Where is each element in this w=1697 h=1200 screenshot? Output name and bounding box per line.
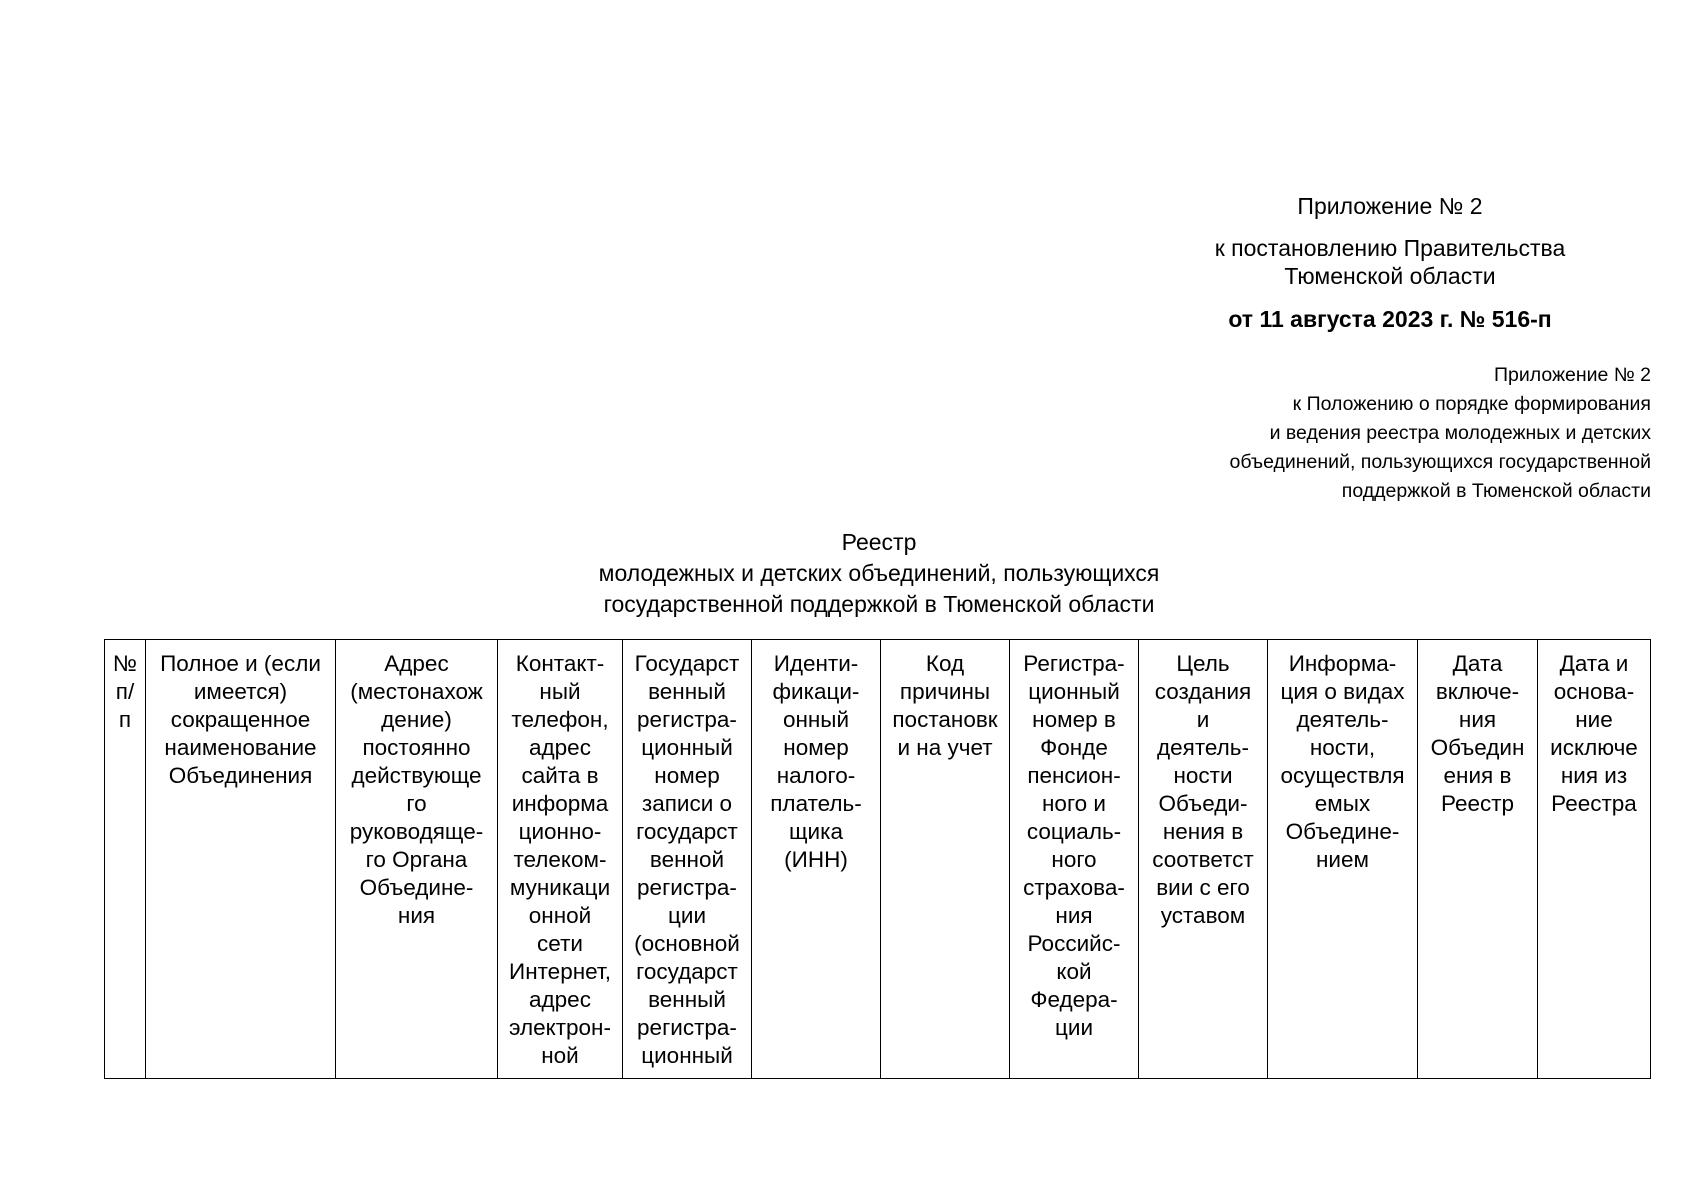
column-header-activities: Информа- ция о видах деятель- ности, осуществля емых Объедине- нием xyxy=(1268,640,1418,1079)
regulation-line: и ведения реестра молодежных и детских xyxy=(1269,422,1651,444)
column-header-number: № п/ п xyxy=(105,640,146,1079)
regulation-reference xyxy=(1091,361,1651,506)
column-header-ogrn: Государст венный регистра- ционный номер записи о государст венной регистра- ции (основной государст венный регистра- ционный xyxy=(623,640,752,1079)
appendix-title: Приложение № 2 xyxy=(1297,193,1483,219)
registry-table xyxy=(104,639,1651,1079)
column-header-contacts: Контакт- ный телефон, адрес сайта в информа ционно- телеком- муникаци онной сети Интернет, адрес электрон- ной xyxy=(498,640,623,1079)
column-header-kpp: Код причины постановк и на учет xyxy=(881,640,1010,1079)
document-title: Реестр xyxy=(841,529,917,555)
resolution-line-1: к постановлению Правительства xyxy=(1214,235,1566,261)
document-heading xyxy=(520,527,1238,620)
resolution-date-number: от 11 августа 2023 г. № 516-п xyxy=(1228,306,1552,332)
regulation-line: Приложение № 2 xyxy=(1494,364,1651,386)
column-header-name: Полное и (если имеется) сокращенное наименование Объединения xyxy=(146,640,336,1079)
column-header-inclusion-date: Дата включе- ния Объедин ения в Реестр xyxy=(1418,640,1538,1079)
column-header-purpose: Цель создания и деятель- ности Объеди- нения в соответст вии с его уставом xyxy=(1139,640,1268,1079)
resolution-line-2: Тюменской области xyxy=(1284,263,1496,289)
column-header-fund-number: Регистра- ционный номер в Фонде пенсион- ного и социаль- ного страхова- ния Российс- кой Федера- ции xyxy=(1010,640,1139,1079)
resolution-reference xyxy=(1160,234,1620,290)
column-header-inn: Иденти- фикаци- онный номер налого- платель- щика (ИНН) xyxy=(752,640,881,1079)
regulation-line: объединений, пользующихся государственной xyxy=(1229,451,1651,473)
column-header-exclusion-date: Дата и основа- ние исключе ния из Реестра xyxy=(1538,640,1651,1079)
regulation-line: поддержкой в Тюменской области xyxy=(1341,480,1651,502)
column-header-address: Адрес (местонахож дение) постоянно действующе го руководяще- го Органа Объедине- ния xyxy=(336,640,498,1079)
regulation-line: к Положению о порядке формирования xyxy=(1292,393,1651,415)
document-subtitle-line-1: молодежных и детских объединений, пользующихся xyxy=(598,560,1160,586)
document-subtitle-line-2: государственной поддержкой в Тюменской области xyxy=(603,591,1155,617)
table-header-row xyxy=(105,640,1651,1079)
